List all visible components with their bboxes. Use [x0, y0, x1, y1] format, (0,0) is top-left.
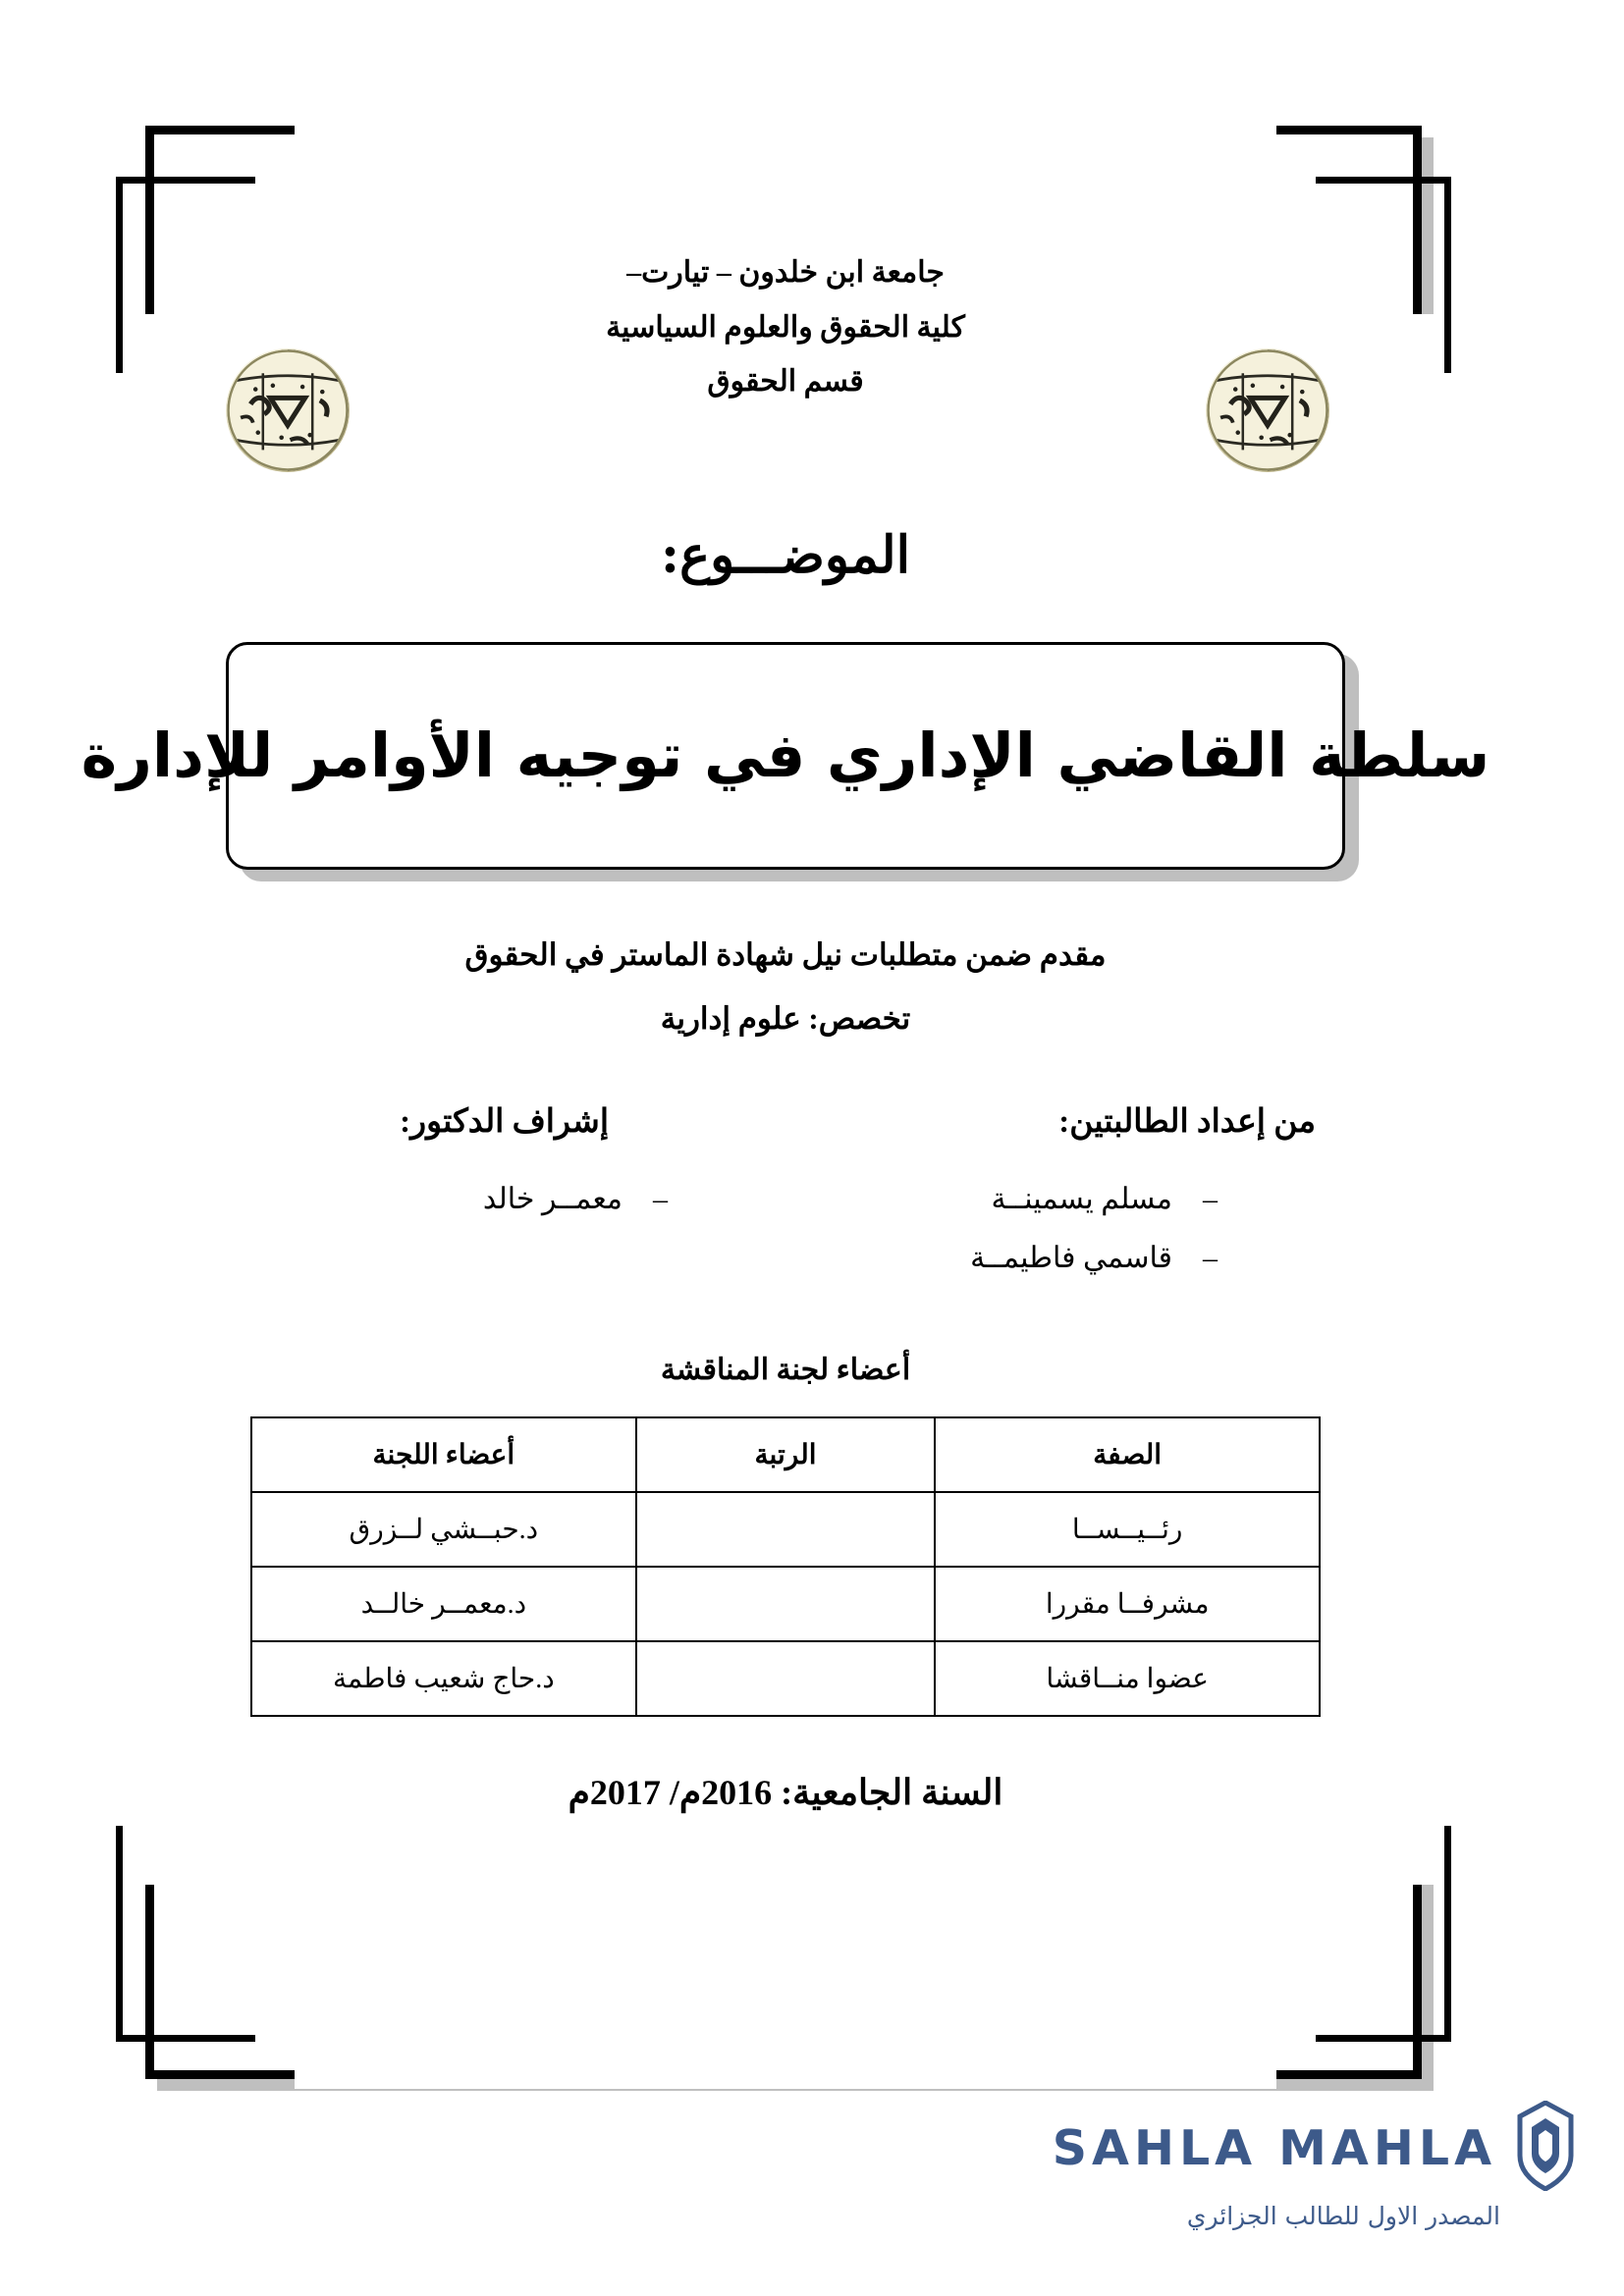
thesis-title-box — [81, 642, 1490, 870]
supervisor-entry — [216, 1170, 785, 1229]
jury-col-rank: الرتبة — [636, 1417, 936, 1492]
thesis-title-container — [81, 642, 1490, 870]
jury-member: د.معمــر خالــد — [251, 1567, 636, 1641]
table-row — [251, 1567, 1320, 1641]
frame-inner-notch-right — [1435, 373, 1461, 1826]
jury-member: د.حاج شعيب فاطمة — [251, 1641, 636, 1716]
watermark-tagline: المصدر الاول للطالب الجزائري — [1186, 2202, 1500, 2230]
cover-content — [81, 245, 1490, 1813]
frame-inner-notch-top — [255, 171, 1316, 196]
academic-year: السنة الجامعية: 2016م/ 2017م — [568, 1772, 1003, 1812]
university-seal-right-icon — [1206, 348, 1329, 472]
university-seal-left-icon — [226, 348, 350, 472]
supervisor-column — [206, 1101, 785, 1229]
table-row — [251, 1641, 1320, 1716]
jury-col-role: الصفة — [935, 1417, 1320, 1492]
students-heading: من إعداد الطالبتين: — [1058, 1103, 1316, 1140]
degree-line-1: مقدم ضمن متطلبات نيل شهادة الماستر في الحقوق — [464, 936, 1107, 972]
subject-label: الموضـــوع: — [660, 524, 911, 585]
frame-inner-notch-bottom — [255, 2018, 1316, 2050]
jury-rank — [636, 1492, 936, 1567]
student-entry — [785, 1229, 1326, 1288]
watermark-name: SAHLA MAHLA — [1052, 2120, 1496, 2176]
sahla-mahla-logo-icon — [1510, 2101, 1581, 2196]
student-name: مسلم يسمينــة — [991, 1182, 1172, 1215]
university-name: جامعة ابن خلدون – تيارت– — [626, 256, 945, 289]
jury-table — [250, 1416, 1321, 1717]
jury-rank — [636, 1641, 936, 1716]
department-name: قسم الحقوق — [707, 365, 864, 398]
jury-member: د.حبــشي لــزرق — [251, 1492, 636, 1567]
student-dash-icon: – — [1203, 1182, 1218, 1215]
supervisor-dash-icon: – — [653, 1182, 668, 1215]
jury-section-title: أعضاء لجنة المناقشة — [660, 1353, 911, 1386]
student-name: قاسمي فاطيمــة — [970, 1241, 1172, 1274]
watermark-row — [992, 2101, 1581, 2196]
students-column — [785, 1101, 1365, 1288]
student-entry — [785, 1170, 1326, 1229]
watermark — [992, 2101, 1581, 2248]
jury-role: رئــيــســا — [935, 1492, 1320, 1567]
jury-role: عضوا منــاقشا — [935, 1641, 1320, 1716]
jury-rank — [636, 1567, 936, 1641]
frame-inner-notch-left — [108, 373, 134, 1826]
degree-statement — [206, 923, 1365, 1050]
jury-col-member: أعضاء اللجنة — [251, 1417, 636, 1492]
people-section — [206, 1101, 1365, 1288]
frame-notch-top — [295, 118, 1276, 147]
supervisor-heading: إشراف الدكتور: — [400, 1103, 609, 1140]
faculty-name: كلية الحقوق والعلوم السياسية — [606, 310, 965, 344]
jury-table-header-row — [251, 1417, 1320, 1492]
student-dash-icon: – — [1203, 1241, 1218, 1274]
frame-notch-bottom — [295, 2057, 1276, 2089]
table-row — [251, 1492, 1320, 1567]
university-header — [206, 245, 1365, 409]
supervisor-name: معمــر خالد — [482, 1182, 623, 1215]
degree-line-2: تخصص: علوم إدارية — [660, 1000, 911, 1036]
jury-role: مشرفــا مقررا — [935, 1567, 1320, 1641]
thesis-title: سلطة القاضي الإداري في توجيه الأوامر للإدارة — [81, 719, 1490, 791]
